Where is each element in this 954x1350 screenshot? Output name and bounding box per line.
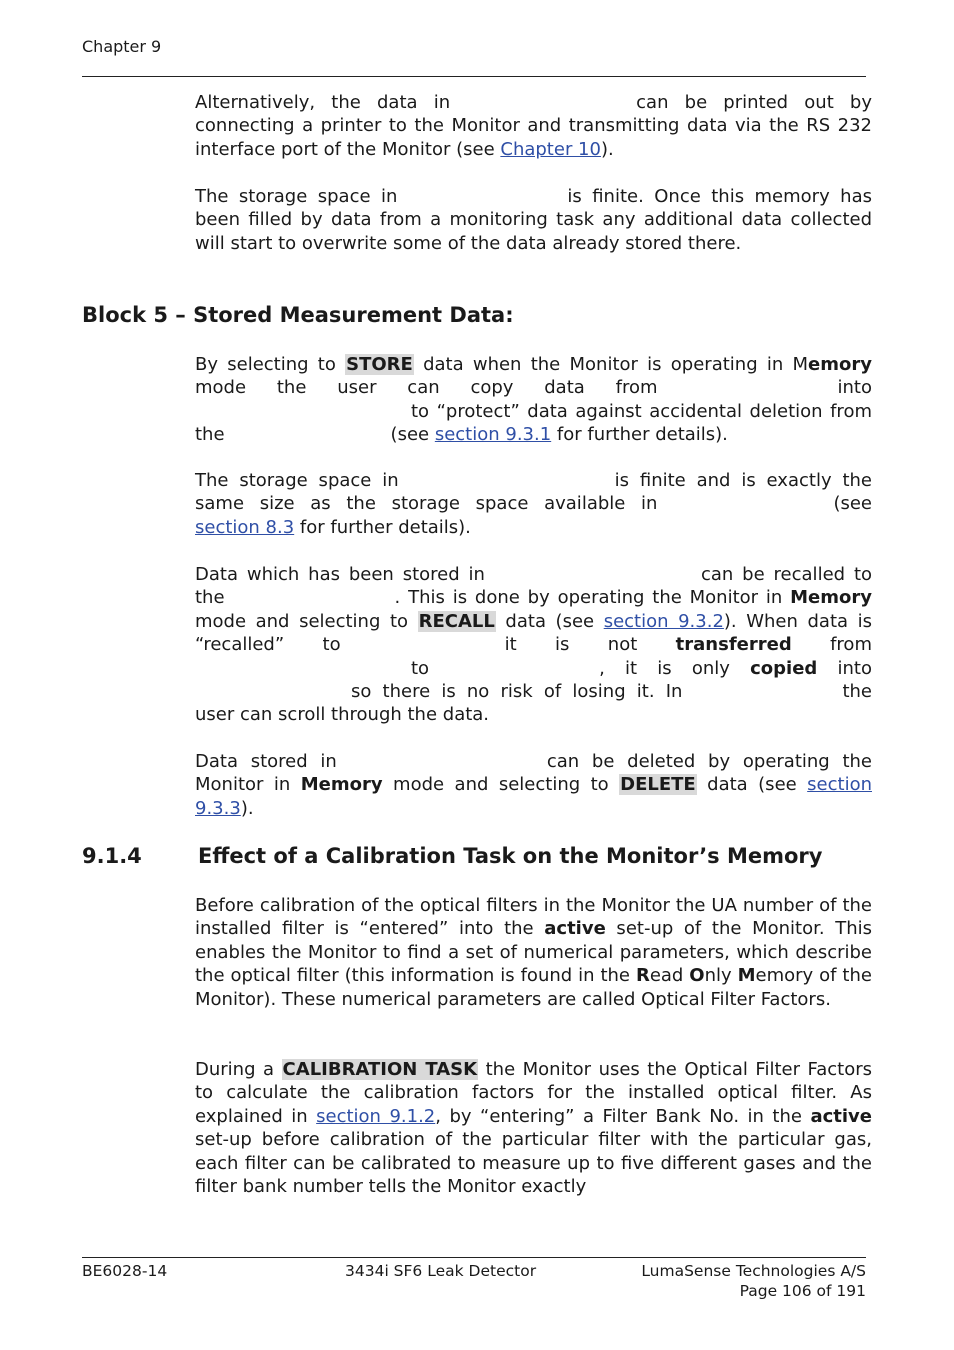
link-chapter-10[interactable]: Chapter 10 xyxy=(500,138,601,160)
calibration-task-keyword: CALIBRATION TASK xyxy=(282,1059,478,1080)
footer-doc-id: BE6028-14 xyxy=(82,1262,168,1280)
text: mode and selecting to xyxy=(382,774,620,796)
text: By selecting to xyxy=(195,354,346,375)
text: mode the user can copy data from xyxy=(195,377,658,399)
text: for further details). xyxy=(294,516,471,538)
link-section-9-3-3[interactable]: section 9.3.3 xyxy=(195,774,872,819)
memory-bold: emory xyxy=(808,354,872,375)
paragraph-store-data xyxy=(195,353,872,447)
link-section-9-3-2[interactable]: section 9.3.2 xyxy=(603,610,724,632)
text: set-up of the Monitor. This enables the Monitor to find a set of numerical parameters, which describe the optical filter (this information is found in the xyxy=(195,918,872,987)
copied-bold: copied xyxy=(750,657,818,679)
text: ). When data is “recalled” to xyxy=(195,610,872,656)
text: (see xyxy=(390,424,435,446)
text: emory of the Monitor). These numerical parameters are called Optical Filter Factors. xyxy=(195,965,872,1010)
memory-bold: Memory xyxy=(790,587,872,609)
text: The storage space in xyxy=(195,186,398,207)
text: the user can scroll through the data. xyxy=(195,681,872,726)
text: , it is only xyxy=(599,657,751,679)
link-section-9-1-2[interactable]: section 9.1.2 xyxy=(316,1105,436,1127)
link-section-9-3-1[interactable]: section 9.3.1 xyxy=(434,424,552,446)
memory-m-bold: M xyxy=(737,965,756,987)
active-bold: active xyxy=(544,918,606,940)
paragraph-storage-size xyxy=(195,469,872,539)
text: mode and selecting to xyxy=(195,610,418,632)
text: , by “entering” a Filter Bank No. in the xyxy=(435,1105,811,1127)
memory-bold: Memory xyxy=(300,774,383,796)
text: into xyxy=(837,377,872,399)
block-5-heading: Block 5 – Stored Measurement Data: xyxy=(82,303,514,327)
read-r-bold: R xyxy=(635,965,650,987)
text: Alternatively, the data in xyxy=(195,92,451,113)
text: data when the Monitor is operating in M xyxy=(413,354,809,375)
text: is finite and is exactly the same size as the storage space available in xyxy=(195,470,872,515)
paragraph-delete-data xyxy=(195,750,872,820)
header-rule xyxy=(82,76,866,77)
text: for further details). xyxy=(551,424,728,446)
footer-page-number: Page 106 of 191 xyxy=(739,1281,866,1300)
text: so there is no risk of losing it. In xyxy=(351,681,683,703)
delete-keyword: DELETE xyxy=(620,774,696,796)
text: the Monitor uses the Optical Filter Factors to calculate the calibration factors for the installed optical filter. As explained in xyxy=(195,1059,872,1127)
active-bold: active xyxy=(810,1105,872,1127)
text: data (see xyxy=(495,610,604,632)
text: from xyxy=(791,634,872,656)
paragraph-calibration-task xyxy=(195,1058,872,1198)
footer-company: LumaSense Technologies A/S xyxy=(641,1262,866,1280)
text: can be recalled to the xyxy=(195,564,873,609)
chapter-header: Chapter 9 xyxy=(82,37,162,56)
text: . This is done by operating the Monitor in xyxy=(394,587,791,609)
text: ). xyxy=(240,797,254,819)
text: The storage space in xyxy=(195,470,399,491)
store-keyword: STORE xyxy=(346,354,413,375)
only-o-bold: O xyxy=(689,965,705,987)
paragraph-storage-finite xyxy=(195,185,872,255)
text: it is not xyxy=(504,634,676,656)
text: can be printed out by connecting a printer to the Monitor and transmitting data via the RS 232 interface port of the Monitor (see xyxy=(195,92,872,160)
text: Data stored in xyxy=(195,751,337,772)
text: (see xyxy=(833,493,872,515)
section-number: 9.1.4 xyxy=(82,844,142,868)
text: is finite. Once this memory has been filled by data from a monitoring task any additional data collected will start to overwrite some of the data already stored there. xyxy=(195,186,872,254)
text: Data which has been stored in xyxy=(195,564,485,585)
footer-product: 3434i SF6 Leak Detector xyxy=(345,1262,537,1280)
text: to xyxy=(411,657,430,679)
text: set-up before calibration of the particular filter with the particular gas, each filter can be calibrated to measure up to five different gases and the filter bank number tells the Monitor exactly xyxy=(195,1129,872,1198)
recall-keyword: RECALL xyxy=(418,610,495,632)
paragraph-recall-data xyxy=(195,563,872,727)
text: nly xyxy=(704,965,738,987)
text: to “protect” data against accidental deletion from the xyxy=(195,400,872,446)
text: can be deleted by operating the Monitor in xyxy=(195,751,872,796)
text: ead xyxy=(649,965,690,987)
link-section-8-3[interactable]: section 8.3 xyxy=(195,516,295,538)
section-9-1-4-heading xyxy=(82,843,822,869)
footer-rule xyxy=(82,1257,866,1258)
section-title: Effect of a Calibration Task on the Monitor’s Memory xyxy=(198,844,823,868)
footer-right xyxy=(641,1262,866,1301)
text: ). xyxy=(600,138,614,160)
text: into xyxy=(817,657,872,679)
text: Before calibration of the optical filters in the Monitor the UA number of the installed filter is “entered” into the xyxy=(195,895,872,940)
paragraph-calibration-filters xyxy=(195,894,872,1011)
text: data (see xyxy=(696,774,808,796)
paragraph-print-data xyxy=(195,91,872,161)
transferred-bold: transferred xyxy=(675,634,792,656)
text: During a xyxy=(195,1059,282,1080)
